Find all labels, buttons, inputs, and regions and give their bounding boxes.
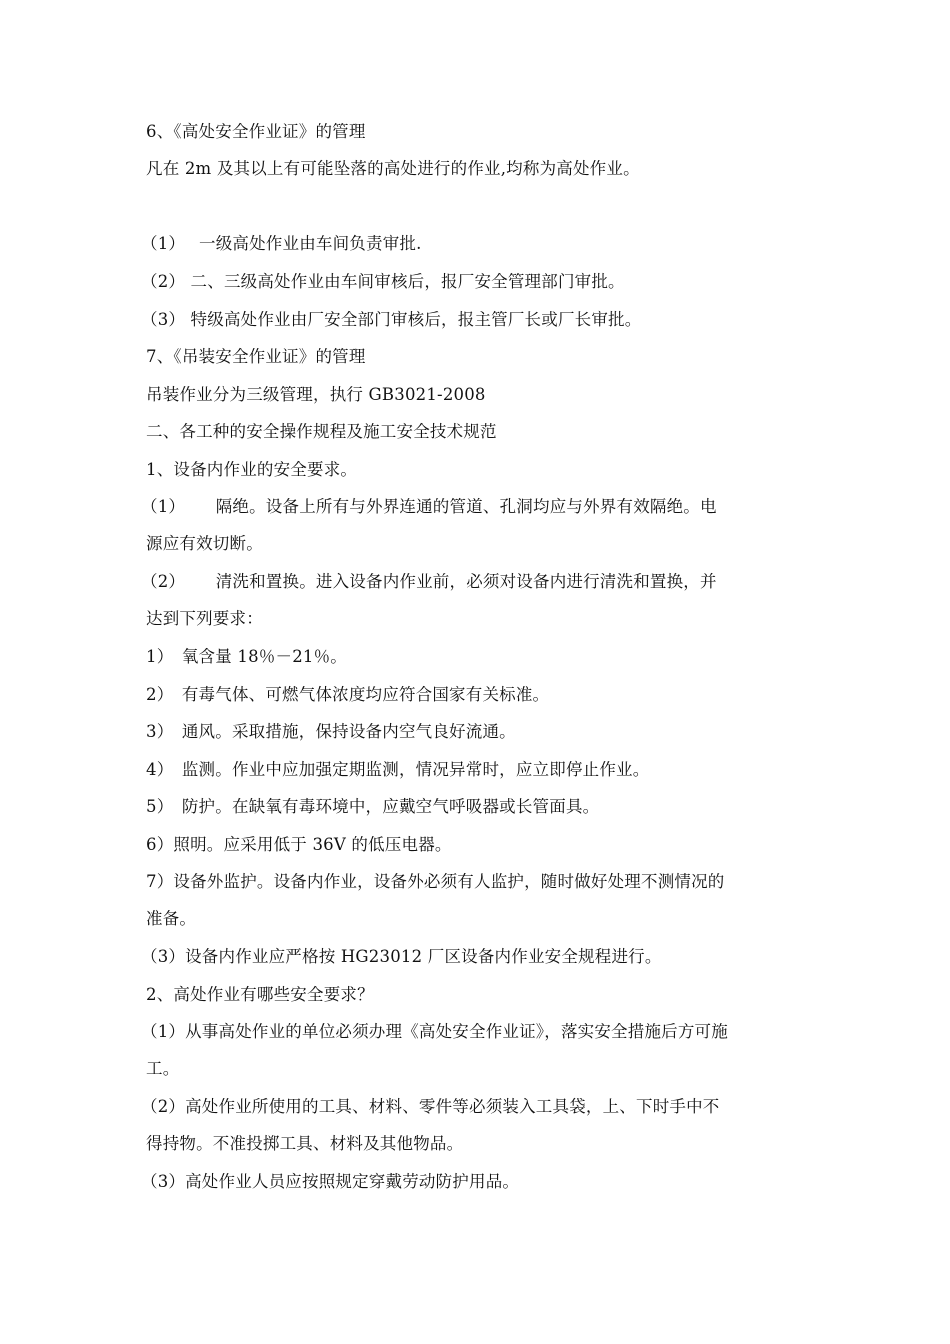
list-item: （1） 一级高处作业由车间负责审批. <box>141 234 422 253</box>
paragraph-line: 得持物。不准投掷工具、材料及其他物品。 <box>146 1134 464 1153</box>
list-item: 4） 监测。作业中应加强定期监测，情况异常时，应立即停止作业。 <box>146 760 650 779</box>
list-item: （2）高处作业所使用的工具、材料、零件等必须装入工具袋，上、下时手中不 <box>141 1097 720 1116</box>
paragraph-line: 源应有效切断。 <box>146 534 263 553</box>
section-heading-lifting-permit: 7、《吊装安全作业证》的管理 <box>146 347 366 366</box>
list-item: （3） 特级高处作业由厂安全部门审核后，报主管厂长或厂长审批。 <box>141 310 642 329</box>
paragraph-line: 达到下列要求： <box>146 609 263 628</box>
section-heading-safety-rules: 二、各工种的安全操作规程及施工安全技术规范 <box>146 422 497 441</box>
list-item: 2） 有毒气体、可燃气体浓度均应符合国家有关标准。 <box>146 685 550 704</box>
paragraph-line: 准备。 <box>146 909 197 928</box>
list-item: （3）设备内作业应严格按 HG23012 厂区设备内作业安全规程进行。 <box>141 947 662 966</box>
list-item: 6）照明。应采用低于 36V 的低压电器。 <box>146 835 452 854</box>
list-item: （3）高处作业人员应按照规定穿戴劳动防护用品。 <box>141 1172 520 1191</box>
section-heading-high-work-requirements: 2、高处作业有哪些安全要求？ <box>146 985 374 1004</box>
list-item: （1） 隔绝。设备上所有与外界连通的管道、孔洞均应与外界有效隔绝。电 <box>141 497 717 516</box>
list-item: 7）设备外监护。设备内作业，设备外必须有人监护，随时做好处理不测情况的 <box>146 872 725 891</box>
section-heading-high-work-permit: 6、《高处安全作业证》的管理 <box>146 122 366 141</box>
list-item: （1）从事高处作业的单位必须办理《高处安全作业证》，落实安全措施后方可施 <box>141 1022 728 1041</box>
list-item: 1） 氧含量 18％－21％。 <box>146 647 347 666</box>
paragraph-line: 凡在 2m 及其以上有可能坠落的高处进行的作业,均称为高处作业。 <box>146 159 640 178</box>
paragraph-line: 吊装作业分为三级管理，执行 GB3021-2008 <box>146 385 486 404</box>
list-item: 3） 通风。采取措施，保持设备内空气良好流通。 <box>146 722 516 741</box>
section-heading-confined-space: 1、设备内作业的安全要求。 <box>146 460 358 479</box>
paragraph-line: 工。 <box>146 1059 180 1078</box>
list-item: 5） 防护。在缺氧有毒环境中，应戴空气呼吸器或长管面具。 <box>146 797 600 816</box>
list-item: （2） 清洗和置换。进入设备内作业前，必须对设备内进行清洗和置换，并 <box>141 572 717 591</box>
list-item: （2） 二、三级高处作业由车间审核后，报厂安全管理部门审批。 <box>141 272 625 291</box>
